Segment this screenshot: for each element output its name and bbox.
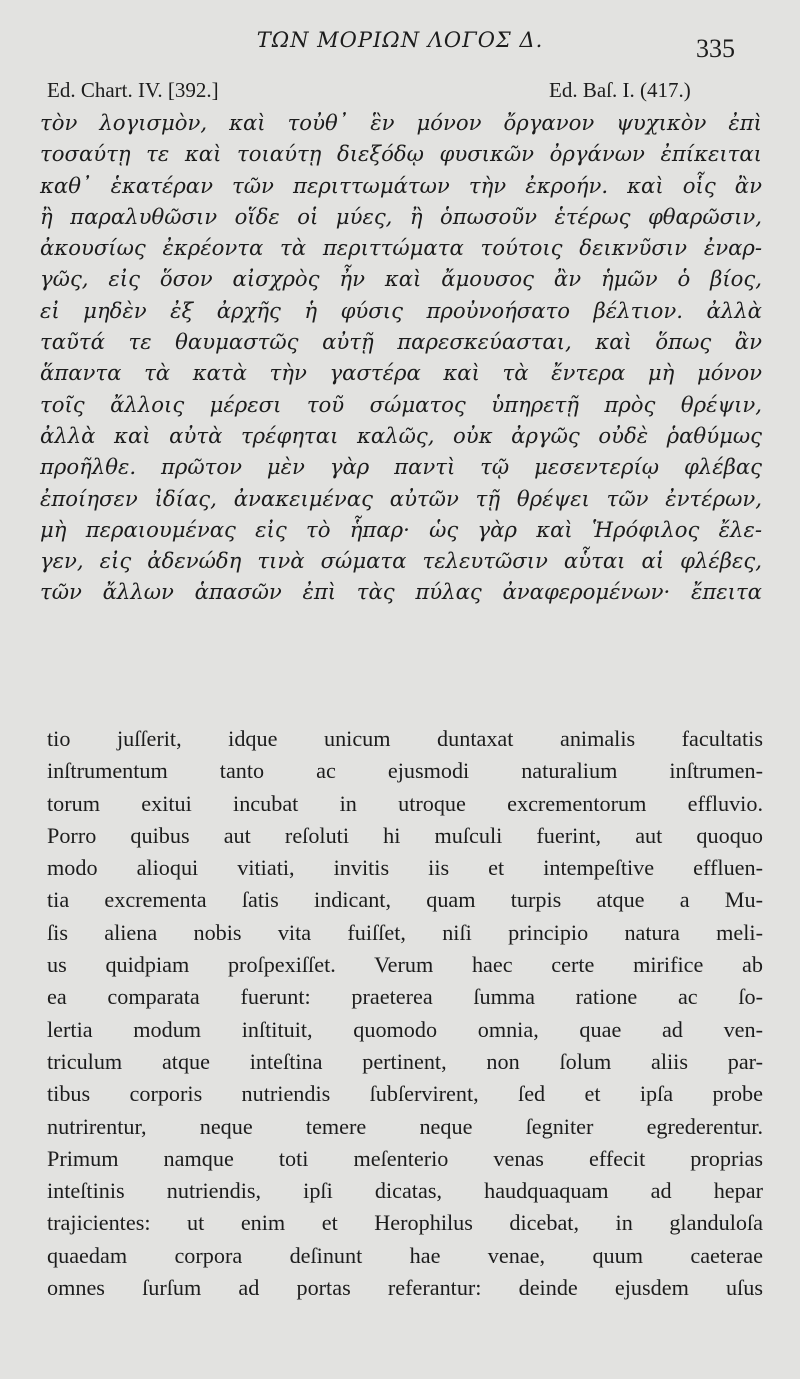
greek-line: μὴ περαιουμένας εἰς τὸ ἧπαρ· ὡς γὰρ καὶ Ἡρόφιλος ἔλε-: [40, 516, 762, 542]
latin-line: omnes ſurſum ad portas referantur: deinde ejusdem uſus: [47, 1275, 763, 1301]
greek-line: ἐποίησεν ἰδίας, ἀνακειμένας αὐτῶν τῇ θρέψει τῶν ἐντέρων,: [40, 485, 762, 511]
latin-line: Porro quibus aut reſoluti hi muſculi fuerint, aut quoquo: [47, 822, 763, 848]
latin-text-block: [47, 723, 763, 1304]
greek-line: ἀλλὰ καὶ αὐτὰ τρέφηται καλῶς, οὐκ ἀργῶς οὐδὲ ῥαθύμως: [40, 422, 762, 448]
page-number: 335: [696, 34, 735, 63]
latin-line: inteſtinis nutriendis, ipſi dicatas, haudquaquam ad hepar: [47, 1178, 763, 1204]
latin-line: tia excrementa ſatis indicant, quam turpis atque a Mu-: [47, 887, 763, 913]
greek-line: καθ᾿ ἑκατέραν τῶν περιττωμάτων τὴν ἐκροήν. καὶ οἷς ἂν: [40, 172, 762, 198]
greek-line: γεν, εἰς ἀδενώδη τινὰ σώματα τελευτῶσιν αὗται αἱ φλέβες,: [40, 548, 762, 574]
latin-line: us quidpiam proſpexiſſet. Verum haec certe mirifice ab: [47, 952, 763, 978]
greek-line: προῆλθε. πρῶτον μὲν γὰρ παντὶ τῷ μεσεντερίῳ φλέβας: [40, 454, 762, 480]
latin-line: nutrirentur, neque temere neque ſegniter egrederentur.: [47, 1113, 763, 1139]
greek-line: ἢ παραλυθῶσιν οἵδε οἱ μύες, ἢ ὁπωσοῦν ἑτέρως φθαρῶσιν,: [40, 203, 762, 229]
latin-line: ſis aliena nobis vita fuiſſet, niſi principio natura meli-: [47, 919, 763, 945]
greek-line: εἰ μηδὲν ἐξ ἀρχῆς ἡ φύσις προὐνοήσατο βέλτιον. ἀλλὰ: [40, 297, 762, 323]
latin-line: triculum atque inteſtina pertinent, non ſolum aliis par-: [47, 1048, 763, 1074]
running-title: ΤΩΝ ΜΟΡΙΩΝ ΛΟΓΟΣ Δ.: [256, 28, 544, 52]
latin-line: inſtrumentum tanto ac ejusmodi naturalium inſtrumen-: [47, 758, 763, 784]
edition-reference-basel: Ed. Baſ. I. (417.): [549, 78, 691, 102]
greek-line: ἀκουσίως ἐκρέοντα τὰ περιττώματα τούτοις δεικνῦσιν ἐναρ-: [40, 235, 762, 261]
latin-line: modo alioqui vitiati, invitis iis et intempeſtive effluen-: [47, 855, 763, 881]
latin-line: trajicientes: ut enim et Herophilus dicebat, in glanduloſa: [47, 1210, 763, 1236]
greek-line: τοῖς ἄλλοις μέρεσι τοῦ σώματος ὑπηρετῇ πρὸς θρέψιν,: [40, 391, 762, 417]
greek-line: τῶν ἄλλων ἁπασῶν ἐπὶ τὰς πύλας ἀναφερομένων· ἔπειτα: [40, 579, 762, 605]
latin-line: quaedam corpora deſinunt hae venae, quum caeterae: [47, 1242, 763, 1268]
latin-line: tio juſſerit, idque unicum duntaxat animalis facultatis: [47, 726, 763, 751]
greek-line: ἅπαντα τὰ κατὰ τὴν γαστέρα καὶ τὰ ἔντερα μὴ μόνον: [40, 360, 762, 386]
greek-line: ταῦτά τε θαυμαστῶς αὐτῇ παρεσκεύασται, καὶ ὅπως ἂν: [40, 329, 762, 355]
latin-line: torum exitui incubat in utroque excrementorum effluvio.: [47, 790, 763, 816]
latin-line: lertia modum inſtituit, quomodo omnia, quae ad ven-: [47, 1016, 763, 1042]
latin-line: tibus corporis nutriendis ſubſervirent, ſed et ipſa probe: [47, 1081, 763, 1107]
greek-line: τὸν λογισμὸν, καὶ τοὐθ᾿ ἓν μόνον ὄργανον ψυχικὸν ἐπὶ: [40, 110, 762, 135]
greek-text-block: [40, 107, 762, 608]
edition-reference-chartier: Ed. Chart. IV. [392.]: [47, 78, 219, 102]
latin-line: Primum namque toti meſenterio venas effecit proprias: [47, 1145, 763, 1171]
greek-line: τοσαύτῃ τε καὶ τοιαύτῃ διεξόδῳ φυσικῶν ὀργάνων ἐπίκειται: [40, 141, 762, 167]
latin-line: ea comparata fuerunt: praeterea ſumma ratione ac ſo-: [47, 984, 763, 1010]
greek-line: γῶς, εἰς ὅσον αἰσχρὸς ἦν καὶ ἄμουσος ἂν ἡμῶν ὁ βίος,: [40, 266, 762, 292]
